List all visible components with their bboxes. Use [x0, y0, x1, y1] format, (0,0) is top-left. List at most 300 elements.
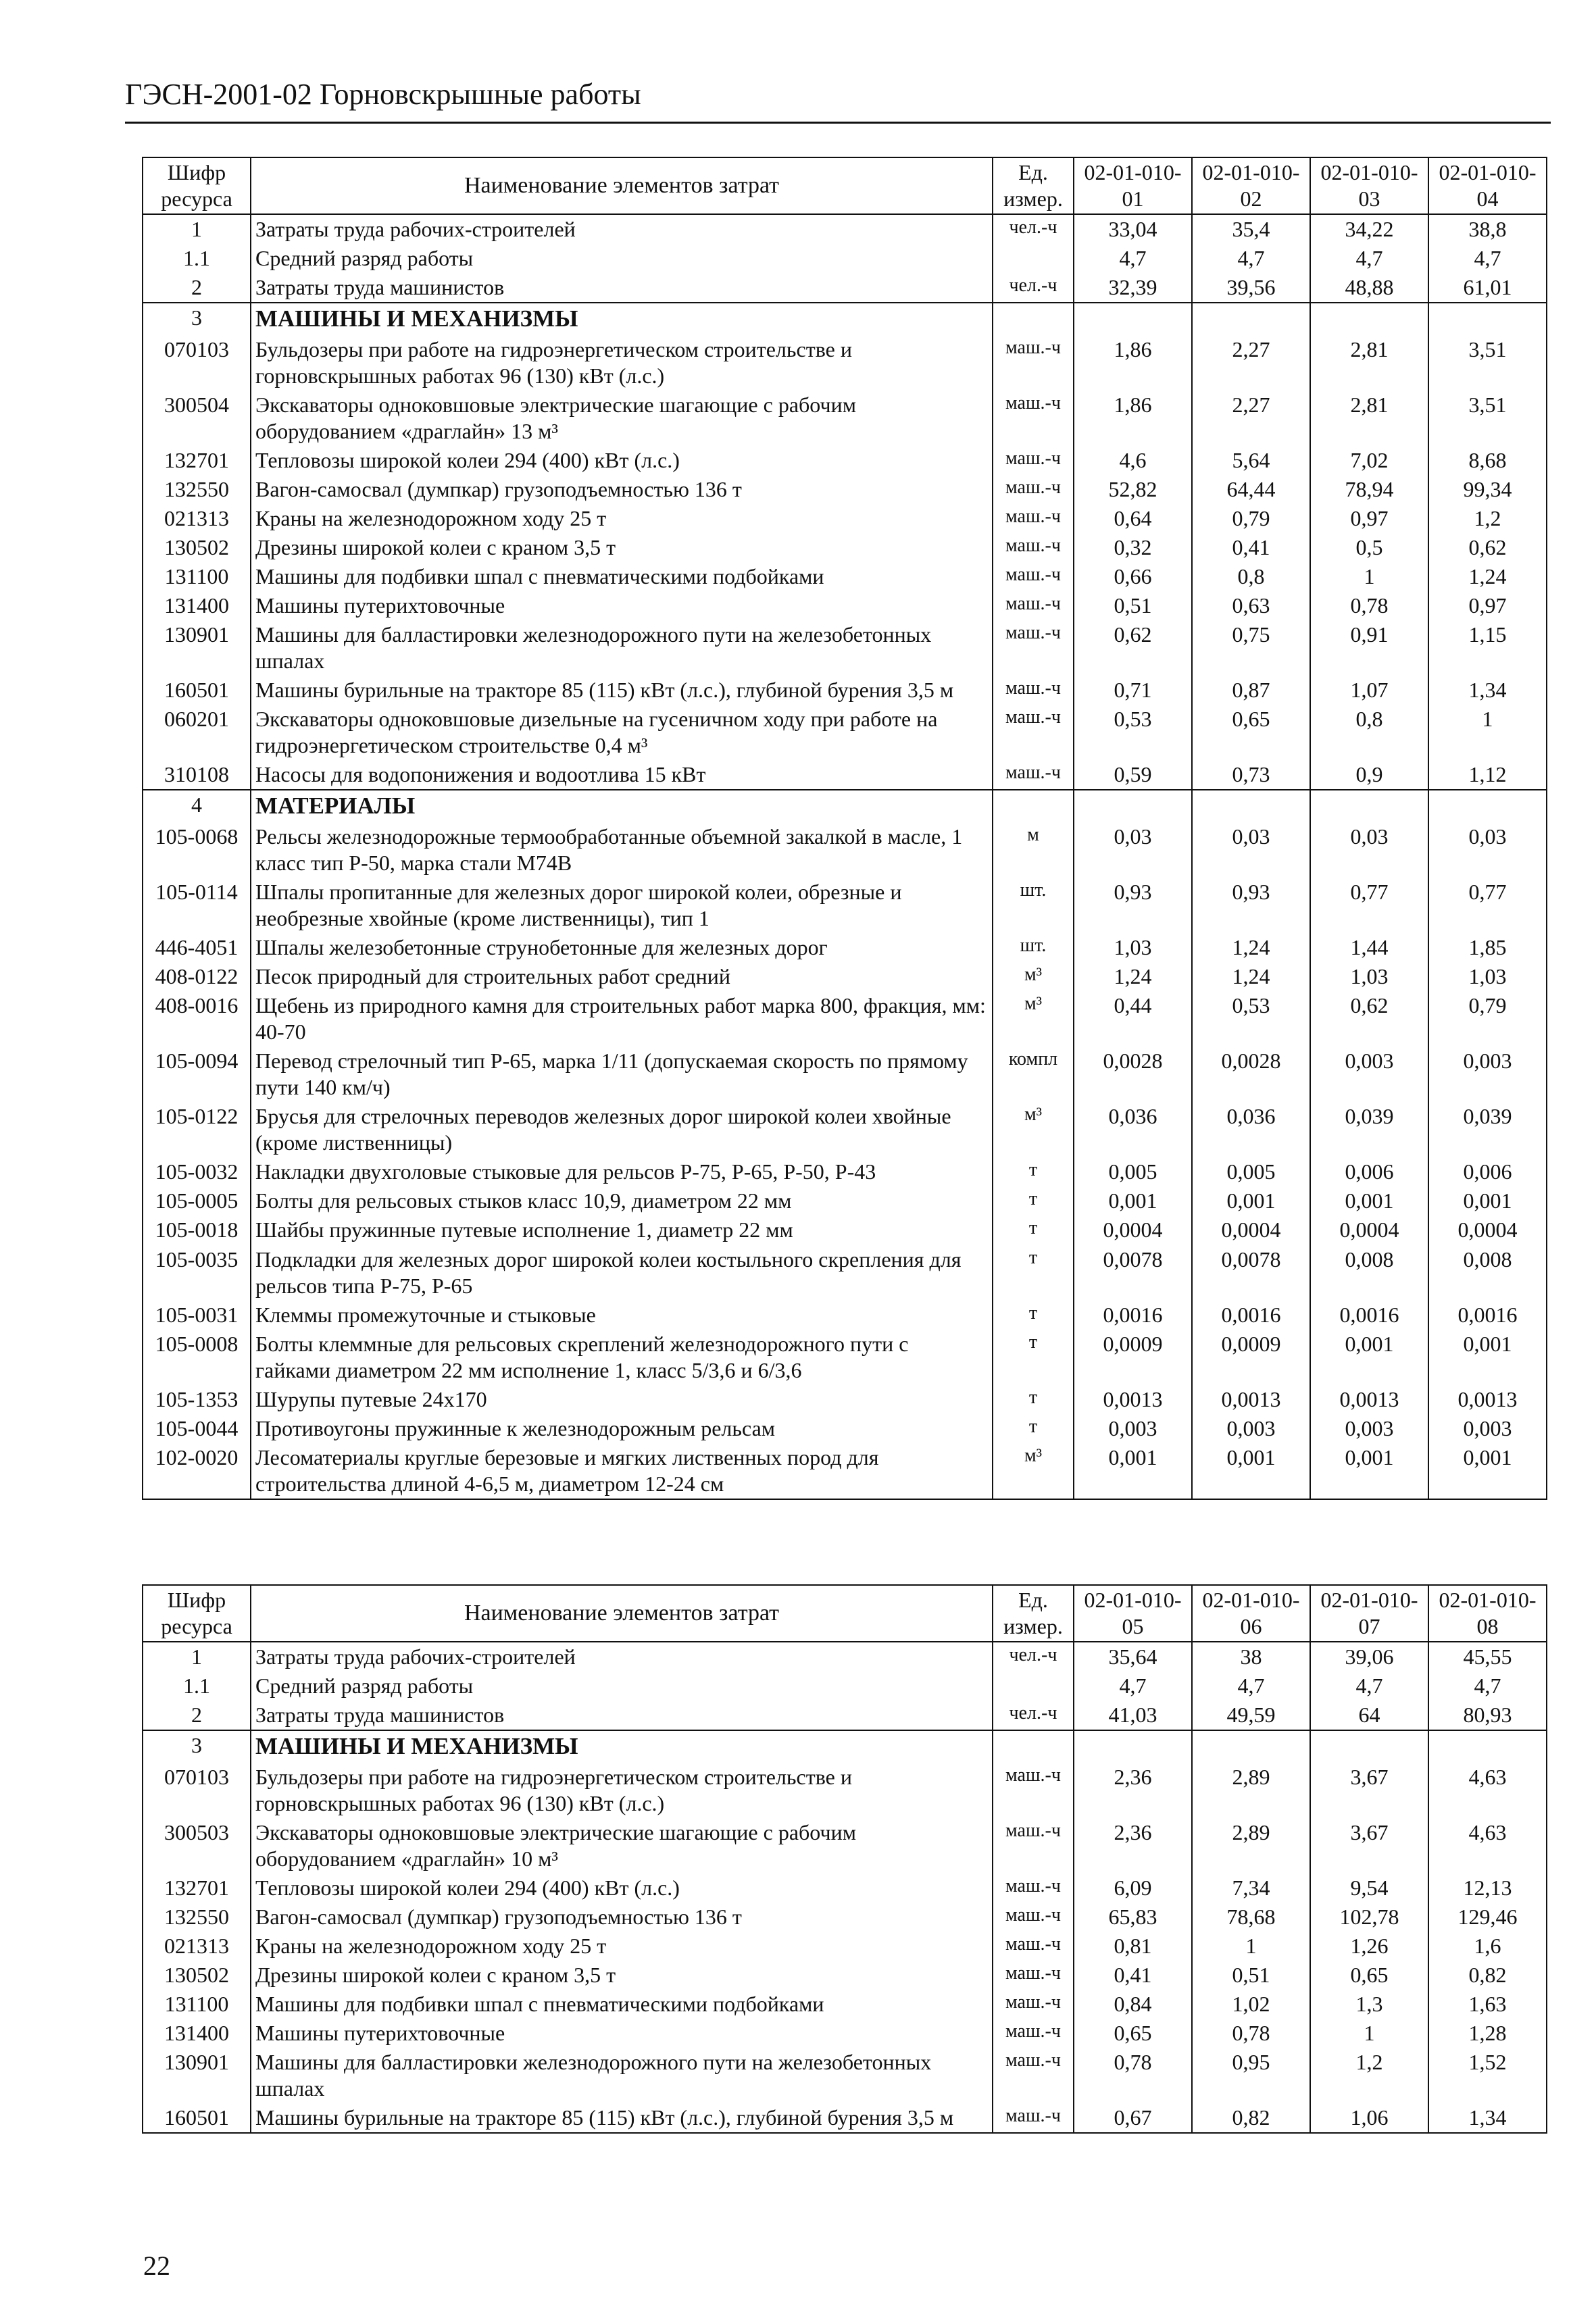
unit-of-measure: м³: [993, 962, 1074, 991]
table-row: [143, 273, 1547, 303]
norm-value: 0,03: [1428, 822, 1547, 878]
cost-element-name: Накладки двухголовые стыковые для рельсов Р-75, Р-65, Р-50, Р-43: [251, 1157, 993, 1186]
resource-code: 310108: [143, 760, 251, 790]
norm-value: 0,0009: [1192, 1330, 1310, 1385]
norm-value: 4,7: [1310, 244, 1428, 273]
norm-value: 0,003: [1074, 1414, 1192, 1443]
norm-value: 2,81: [1310, 335, 1428, 391]
norm-value: 4,7: [1192, 244, 1310, 273]
unit-of-measure: маш.-ч: [993, 1818, 1074, 1873]
norm-value: 1,63: [1428, 1990, 1547, 2019]
resource-code: 132550: [143, 475, 251, 504]
unit-of-measure: маш.-ч: [993, 705, 1074, 760]
cost-element-name: Экскаваторы одноковшовые электрические шагающие с рабочим оборудованием «драглайн» 13 м³: [251, 391, 993, 446]
cost-element-name: Краны на железнодорожном ходу 25 т: [251, 504, 993, 533]
norm-value: 0,036: [1192, 1102, 1310, 1157]
table-row: [143, 1961, 1547, 1990]
norm-value: 0,91: [1310, 620, 1428, 676]
norm-value: 1,28: [1428, 2019, 1547, 2048]
norm-value: 0,71: [1074, 676, 1192, 705]
norm-value: 32,39: [1074, 273, 1192, 303]
norm-value: 3,51: [1428, 335, 1547, 391]
norm-value: 39,56: [1192, 273, 1310, 303]
norm-value: 0,5: [1310, 533, 1428, 562]
unit-of-measure: [993, 303, 1074, 335]
norm-value: 0,008: [1428, 1245, 1547, 1301]
section-row: [143, 1730, 1547, 1763]
resource-code: 130901: [143, 620, 251, 676]
norm-value: 0,77: [1428, 878, 1547, 933]
norm-value: 0,005: [1074, 1157, 1192, 1186]
unit-of-measure: м³: [993, 1443, 1074, 1499]
norm-value: 0,036: [1074, 1102, 1192, 1157]
header-rule: [125, 122, 1551, 124]
norm-value: [1074, 1730, 1192, 1763]
norm-value: [1428, 790, 1547, 822]
table-row: [143, 1763, 1547, 1818]
norm-value: 0,8: [1310, 705, 1428, 760]
norm-value: [1192, 1730, 1310, 1763]
norm-value: 0,03: [1310, 822, 1428, 878]
norm-value: 0,51: [1192, 1961, 1310, 1990]
norm-value: 0,77: [1310, 878, 1428, 933]
resource-code: 2: [143, 1701, 251, 1730]
table-row: [143, 1385, 1547, 1414]
cost-element-name: Тепловозы широкой колеи 294 (400) кВт (л.с.): [251, 446, 993, 475]
norm-value: 4,7: [1074, 244, 1192, 273]
norm-value: 78,94: [1310, 475, 1428, 504]
norm-column-header: 02-01-010-08: [1428, 1585, 1547, 1642]
unit-column-header: Ед. измер.: [993, 1585, 1074, 1642]
norm-value: [1310, 1730, 1428, 1763]
cost-element-name: Бульдозеры при работе на гидроэнергетическом строительстве и горновскрышных работах 96 (130) кВт (л.с.): [251, 335, 993, 391]
resource-code: 130502: [143, 1961, 251, 1990]
norm-value: 1: [1310, 562, 1428, 591]
norm-value: 0,59: [1074, 760, 1192, 790]
norm-value: 0,41: [1192, 533, 1310, 562]
cost-element-name: Шпалы пропитанные для железных дорог широкой колеи, обрезные и необрезные хвойные (кроме лиственницы), тип 1: [251, 878, 993, 933]
cost-element-name: Дрезины широкой колеи с краном 3,5 т: [251, 1961, 993, 1990]
resource-code: 131100: [143, 1990, 251, 2019]
table-row: [143, 705, 1547, 760]
norm-value: 99,34: [1428, 475, 1547, 504]
unit-of-measure: маш.-ч: [993, 1873, 1074, 1903]
cost-element-name: Машины путерихтовочные: [251, 2019, 993, 2048]
norm-value: 1: [1428, 705, 1547, 760]
norm-value: 0,001: [1428, 1186, 1547, 1215]
page-number: 22: [143, 2250, 170, 2281]
norm-value: 1,52: [1428, 2048, 1547, 2103]
section-title: МАШИНЫ И МЕХАНИЗМЫ: [251, 1730, 993, 1763]
norm-value: 0,93: [1192, 878, 1310, 933]
unit-of-measure: маш.-ч: [993, 1903, 1074, 1932]
unit-of-measure: чел.-ч: [993, 1701, 1074, 1730]
cost-element-name: Средний разряд работы: [251, 244, 993, 273]
resource-table-1: [142, 157, 1547, 1500]
cost-element-name: Болты клеммные для рельсовых скреплений железнодорожного пути с гайками диаметром 22 мм исполнение 1, класс 5/3,6 и 6/3,6: [251, 1330, 993, 1385]
norm-value: 1: [1192, 1932, 1310, 1961]
norm-value: 1,3: [1310, 1990, 1428, 2019]
name-column-header: Наименование элементов затрат: [251, 1585, 993, 1642]
norm-value: 1,02: [1192, 1990, 1310, 2019]
unit-of-measure: маш.-ч: [993, 504, 1074, 533]
norm-value: 1,03: [1428, 962, 1547, 991]
resource-code: 105-0044: [143, 1414, 251, 1443]
norm-value: 1,24: [1074, 962, 1192, 991]
norm-value: 0,039: [1428, 1102, 1547, 1157]
cost-element-name: Средний разряд работы: [251, 1671, 993, 1701]
resource-code: 021313: [143, 504, 251, 533]
norm-value: 48,88: [1310, 273, 1428, 303]
table-row: [143, 1047, 1547, 1102]
unit-column-header: Ед. измер.: [993, 157, 1074, 214]
norm-value: 1,24: [1428, 562, 1547, 591]
resource-code: 131400: [143, 591, 251, 620]
cost-element-name: Клеммы промежуточные и стыковые: [251, 1301, 993, 1330]
norm-value: 129,46: [1428, 1903, 1547, 1932]
norm-value: 0,039: [1310, 1102, 1428, 1157]
table-row: [143, 504, 1547, 533]
norm-value: [1428, 303, 1547, 335]
cost-element-name: Шайбы пружинные путевые исполнение 1, диаметр 22 мм: [251, 1215, 993, 1244]
resource-code: 105-0094: [143, 1047, 251, 1102]
unit-of-measure: т: [993, 1414, 1074, 1443]
table-row: [143, 2048, 1547, 2103]
norm-value: 0,65: [1310, 1961, 1428, 1990]
unit-of-measure: маш.-ч: [993, 446, 1074, 475]
cost-element-name: Брусья для стрелочных переводов железных дорог широкой колеи хвойные (кроме лиственницы): [251, 1102, 993, 1157]
norm-value: 1,26: [1310, 1932, 1428, 1961]
norm-value: 0,32: [1074, 533, 1192, 562]
norm-value: 0,82: [1428, 1961, 1547, 1990]
norm-value: 1,2: [1310, 2048, 1428, 2103]
norm-value: 5,64: [1192, 446, 1310, 475]
unit-of-measure: т: [993, 1301, 1074, 1330]
cost-element-name: Затраты труда машинистов: [251, 1701, 993, 1730]
table-row: [143, 1873, 1547, 1903]
table-row: [143, 1215, 1547, 1244]
norm-value: 0,65: [1192, 705, 1310, 760]
norm-value: 0,005: [1192, 1157, 1310, 1186]
table-row: [143, 1186, 1547, 1215]
resource-code: 060201: [143, 705, 251, 760]
norm-value: 0,0016: [1192, 1301, 1310, 1330]
norm-value: 2,89: [1192, 1818, 1310, 1873]
norm-value: 52,82: [1074, 475, 1192, 504]
norm-value: 49,59: [1192, 1701, 1310, 1730]
running-header: [125, 80, 1551, 124]
cost-element-name: Машины для подбивки шпал с пневматическими подбойками: [251, 1990, 993, 2019]
norm-value: 0,0028: [1074, 1047, 1192, 1102]
norm-value: 0,79: [1428, 991, 1547, 1047]
unit-of-measure: т: [993, 1215, 1074, 1244]
table-row: [143, 1414, 1547, 1443]
unit-of-measure: чел.-ч: [993, 273, 1074, 303]
cost-element-name: Перевод стрелочный тип Р-65, марка 1/11 (допускаемая скорость по прямому пути 140 км/ч): [251, 1047, 993, 1102]
table-row: [143, 991, 1547, 1047]
norm-value: 0,001: [1310, 1186, 1428, 1215]
norm-value: 0,0028: [1192, 1047, 1310, 1102]
unit-of-measure: маш.-ч: [993, 335, 1074, 391]
norm-value: 78,68: [1192, 1903, 1310, 1932]
table-row: [143, 591, 1547, 620]
unit-of-measure: т: [993, 1245, 1074, 1301]
table-row: [143, 822, 1547, 878]
norm-value: 61,01: [1428, 273, 1547, 303]
table-row: [143, 391, 1547, 446]
resource-code: 4: [143, 790, 251, 822]
norm-value: 1,24: [1192, 933, 1310, 962]
norm-value: 0,0013: [1192, 1385, 1310, 1414]
unit-of-measure: маш.-ч: [993, 676, 1074, 705]
cost-element-name: Лесоматериалы круглые березовые и мягких лиственных пород для строительства длиной 4-6,5 м, диаметром 12-24 см: [251, 1443, 993, 1499]
resource-code: 102-0020: [143, 1443, 251, 1499]
cost-element-name: Тепловозы широкой колеи 294 (400) кВт (л.с.): [251, 1873, 993, 1903]
norm-value: 1,03: [1074, 933, 1192, 962]
cost-element-name: Экскаваторы одноковшовые дизельные на гусеничном ходу при работе на гидроэнергетическом строительстве 0,4 м³: [251, 705, 993, 760]
norm-value: 102,78: [1310, 1903, 1428, 1932]
resource-code: 130502: [143, 533, 251, 562]
norm-value: 0,53: [1074, 705, 1192, 760]
norm-value: 4,7: [1192, 1671, 1310, 1701]
unit-of-measure: маш.-ч: [993, 475, 1074, 504]
resource-code: 105-0035: [143, 1245, 251, 1301]
norm-value: 35,64: [1074, 1642, 1192, 1671]
norm-value: 0,001: [1428, 1330, 1547, 1385]
norm-value: 0,0004: [1074, 1215, 1192, 1244]
norm-value: 0,001: [1428, 1443, 1547, 1499]
norm-value: 2,36: [1074, 1763, 1192, 1818]
resource-code: 105-0114: [143, 878, 251, 933]
resource-code: 1.1: [143, 244, 251, 273]
cost-element-name: Машины для балластировки железнодорожного пути на железобетонных шпалах: [251, 2048, 993, 2103]
cost-element-name: Вагон-самосвал (думпкар) грузоподъемностью 136 т: [251, 1903, 993, 1932]
norm-value: 0,63: [1192, 591, 1310, 620]
norm-value: [1310, 303, 1428, 335]
norm-value: 4,63: [1428, 1763, 1547, 1818]
unit-of-measure: шт.: [993, 933, 1074, 962]
norm-value: 4,7: [1310, 1671, 1428, 1701]
unit-of-measure: [993, 1730, 1074, 1763]
cost-element-name: Затраты труда рабочих-строителей: [251, 1642, 993, 1671]
norm-value: 0,64: [1074, 504, 1192, 533]
norm-value: 0,003: [1428, 1047, 1547, 1102]
norm-column-header: 02-01-010-07: [1310, 1585, 1428, 1642]
norm-value: [1192, 790, 1310, 822]
unit-of-measure: маш.-ч: [993, 2103, 1074, 2133]
table-header-row: [143, 157, 1547, 214]
unit-of-measure: шт.: [993, 878, 1074, 933]
table-row: [143, 676, 1547, 705]
norm-value: 2,36: [1074, 1818, 1192, 1873]
norm-value: 0,41: [1074, 1961, 1192, 1990]
norm-value: 0,79: [1192, 504, 1310, 533]
cost-element-name: Шурупы путевые 24х170: [251, 1385, 993, 1414]
unit-of-measure: маш.-ч: [993, 1990, 1074, 2019]
resource-code: 070103: [143, 1763, 251, 1818]
unit-of-measure: м³: [993, 1102, 1074, 1157]
resource-code: 160501: [143, 676, 251, 705]
norm-value: 4,7: [1428, 1671, 1547, 1701]
norm-value: 39,06: [1310, 1642, 1428, 1671]
cost-element-name: Машины бурильные на тракторе 85 (115) кВт (л.с.), глубиной бурения 3,5 м: [251, 2103, 993, 2133]
resource-code: 132701: [143, 1873, 251, 1903]
section-title: МАТЕРИАЛЫ: [251, 790, 993, 822]
norm-value: 0,0009: [1074, 1330, 1192, 1385]
norm-value: 0,78: [1310, 591, 1428, 620]
resource-code: 021313: [143, 1932, 251, 1961]
cost-element-name: Машины для балластировки железнодорожного пути на железобетонных шпалах: [251, 620, 993, 676]
unit-of-measure: чел.-ч: [993, 1642, 1074, 1671]
norm-value: 41,03: [1074, 1701, 1192, 1730]
norm-value: 0,03: [1192, 822, 1310, 878]
norm-value: 0,66: [1074, 562, 1192, 591]
norm-value: 35,4: [1192, 214, 1310, 244]
table-row: [143, 878, 1547, 933]
norm-value: 0,78: [1074, 2048, 1192, 2103]
cost-element-name: Подкладки для железных дорог широкой колеи костыльного скрепления для рельсов типа Р-75, Р-65: [251, 1245, 993, 1301]
name-column-header: Наименование элементов затрат: [251, 157, 993, 214]
cost-element-name: Краны на железнодорожном ходу 25 т: [251, 1932, 993, 1961]
norm-value: 0,0004: [1192, 1215, 1310, 1244]
unit-of-measure: маш.-ч: [993, 760, 1074, 790]
norm-value: 38,8: [1428, 214, 1547, 244]
cost-element-name: Шпалы железобетонные струнобетонные для железных дорог: [251, 933, 993, 962]
norm-value: [1074, 303, 1192, 335]
norm-value: 0,0004: [1310, 1215, 1428, 1244]
norm-value: 9,54: [1310, 1873, 1428, 1903]
cost-element-name: Бульдозеры при работе на гидроэнергетическом строительстве и горновскрышных работах 96 (130) кВт (л.с.): [251, 1763, 993, 1818]
norm-value: 0,001: [1192, 1443, 1310, 1499]
norm-value: [1192, 303, 1310, 335]
norm-value: 0,0013: [1310, 1385, 1428, 1414]
norm-value: 0,73: [1192, 760, 1310, 790]
cost-element-name: Рельсы железнодорожные термообработанные объемной закалкой в масле, 1 класс тип Р-50, марка стали М74В: [251, 822, 993, 878]
unit-of-measure: маш.-ч: [993, 591, 1074, 620]
norm-value: 38: [1192, 1642, 1310, 1671]
norm-value: 0,67: [1074, 2103, 1192, 2133]
unit-of-measure: маш.-ч: [993, 1763, 1074, 1818]
resource-code: 132550: [143, 1903, 251, 1932]
unit-of-measure: [993, 790, 1074, 822]
norm-value: 0,0078: [1192, 1245, 1310, 1301]
table-row: [143, 1301, 1547, 1330]
unit-of-measure: т: [993, 1330, 1074, 1385]
unit-of-measure: м: [993, 822, 1074, 878]
norm-value: 0,003: [1310, 1414, 1428, 1443]
norm-value: 0,82: [1192, 2103, 1310, 2133]
norm-value: 12,13: [1428, 1873, 1547, 1903]
table-row: [143, 1642, 1547, 1671]
norm-value: 1,12: [1428, 760, 1547, 790]
norm-value: 0,62: [1428, 533, 1547, 562]
norm-value: 0,0016: [1428, 1301, 1547, 1330]
norm-value: 0,8: [1192, 562, 1310, 591]
norm-value: 0,97: [1310, 504, 1428, 533]
norm-value: 0,97: [1428, 591, 1547, 620]
norm-value: 45,55: [1428, 1642, 1547, 1671]
resource-code: 130901: [143, 2048, 251, 2103]
cost-element-name: Болты для рельсовых стыков класс 10,9, диаметром 22 мм: [251, 1186, 993, 1215]
norm-value: 7,02: [1310, 446, 1428, 475]
norm-column-header: 02-01-010-01: [1074, 157, 1192, 214]
norm-value: 0,65: [1074, 2019, 1192, 2048]
table-row: [143, 962, 1547, 991]
table-row: [143, 1157, 1547, 1186]
table-row: [143, 533, 1547, 562]
norm-value: 0,9: [1310, 760, 1428, 790]
norm-value: 0,87: [1192, 676, 1310, 705]
section-title: МАШИНЫ И МЕХАНИЗМЫ: [251, 303, 993, 335]
table-row: [143, 1701, 1547, 1730]
cost-element-name: Противоугоны пружинные к железнодорожным рельсам: [251, 1414, 993, 1443]
unit-of-measure: маш.-ч: [993, 533, 1074, 562]
cost-element-name: Вагон-самосвал (думпкар) грузоподъемностью 136 т: [251, 475, 993, 504]
norm-value: 4,6: [1074, 446, 1192, 475]
table-row: [143, 620, 1547, 676]
norm-value: 0,001: [1074, 1443, 1192, 1499]
table-row: [143, 214, 1547, 244]
unit-of-measure: маш.-ч: [993, 2048, 1074, 2103]
norm-value: 1: [1310, 2019, 1428, 2048]
norm-value: 1,24: [1192, 962, 1310, 991]
unit-of-measure: т: [993, 1385, 1074, 1414]
norm-value: 33,04: [1074, 214, 1192, 244]
norm-value: 1,34: [1428, 676, 1547, 705]
cost-element-name: Насосы для водопонижения и водоотлива 15 кВт: [251, 760, 993, 790]
norm-value: 1,03: [1310, 962, 1428, 991]
table-row: [143, 475, 1547, 504]
norm-value: 3,67: [1310, 1818, 1428, 1873]
norm-value: 0,0016: [1074, 1301, 1192, 1330]
table-row: [143, 2103, 1547, 2133]
norm-value: 0,0078: [1074, 1245, 1192, 1301]
resource-code: 105-0032: [143, 1157, 251, 1186]
table-row: [143, 446, 1547, 475]
unit-of-measure: маш.-ч: [993, 1961, 1074, 1990]
norm-value: 0,001: [1192, 1186, 1310, 1215]
norm-value: 0,0016: [1310, 1301, 1428, 1330]
norm-value: 0,95: [1192, 2048, 1310, 2103]
resource-code: 3: [143, 1730, 251, 1763]
resource-code: 408-0016: [143, 991, 251, 1047]
norm-value: 2,81: [1310, 391, 1428, 446]
resource-code: 105-0008: [143, 1330, 251, 1385]
norm-value: 2,89: [1192, 1763, 1310, 1818]
resource-code: 300504: [143, 391, 251, 446]
norm-value: 65,83: [1074, 1903, 1192, 1932]
table-row: [143, 1990, 1547, 2019]
norm-value: 80,93: [1428, 1701, 1547, 1730]
unit-of-measure: маш.-ч: [993, 1932, 1074, 1961]
unit-of-measure: маш.-ч: [993, 2019, 1074, 2048]
cost-element-name: Экскаваторы одноковшовые электрические шагающие с рабочим оборудованием «драглайн» 10 м³: [251, 1818, 993, 1873]
cost-element-name: Затраты труда машинистов: [251, 273, 993, 303]
table-row: [143, 1330, 1547, 1385]
norm-value: 0,51: [1074, 591, 1192, 620]
unit-of-measure: м³: [993, 991, 1074, 1047]
resource-code: 2: [143, 273, 251, 303]
cost-element-name: Машины бурильные на тракторе 85 (115) кВт (л.с.), глубиной бурения 3,5 м: [251, 676, 993, 705]
code-column-header: Шифр ресурса: [143, 1585, 251, 1642]
norm-value: 1,85: [1428, 933, 1547, 962]
resource-code: 408-0122: [143, 962, 251, 991]
table-row: [143, 244, 1547, 273]
table-row: [143, 1671, 1547, 1701]
cost-element-name: Дрезины широкой колеи с краном 3,5 т: [251, 533, 993, 562]
norm-value: 0,006: [1310, 1157, 1428, 1186]
norm-column-header: 02-01-010-02: [1192, 157, 1310, 214]
